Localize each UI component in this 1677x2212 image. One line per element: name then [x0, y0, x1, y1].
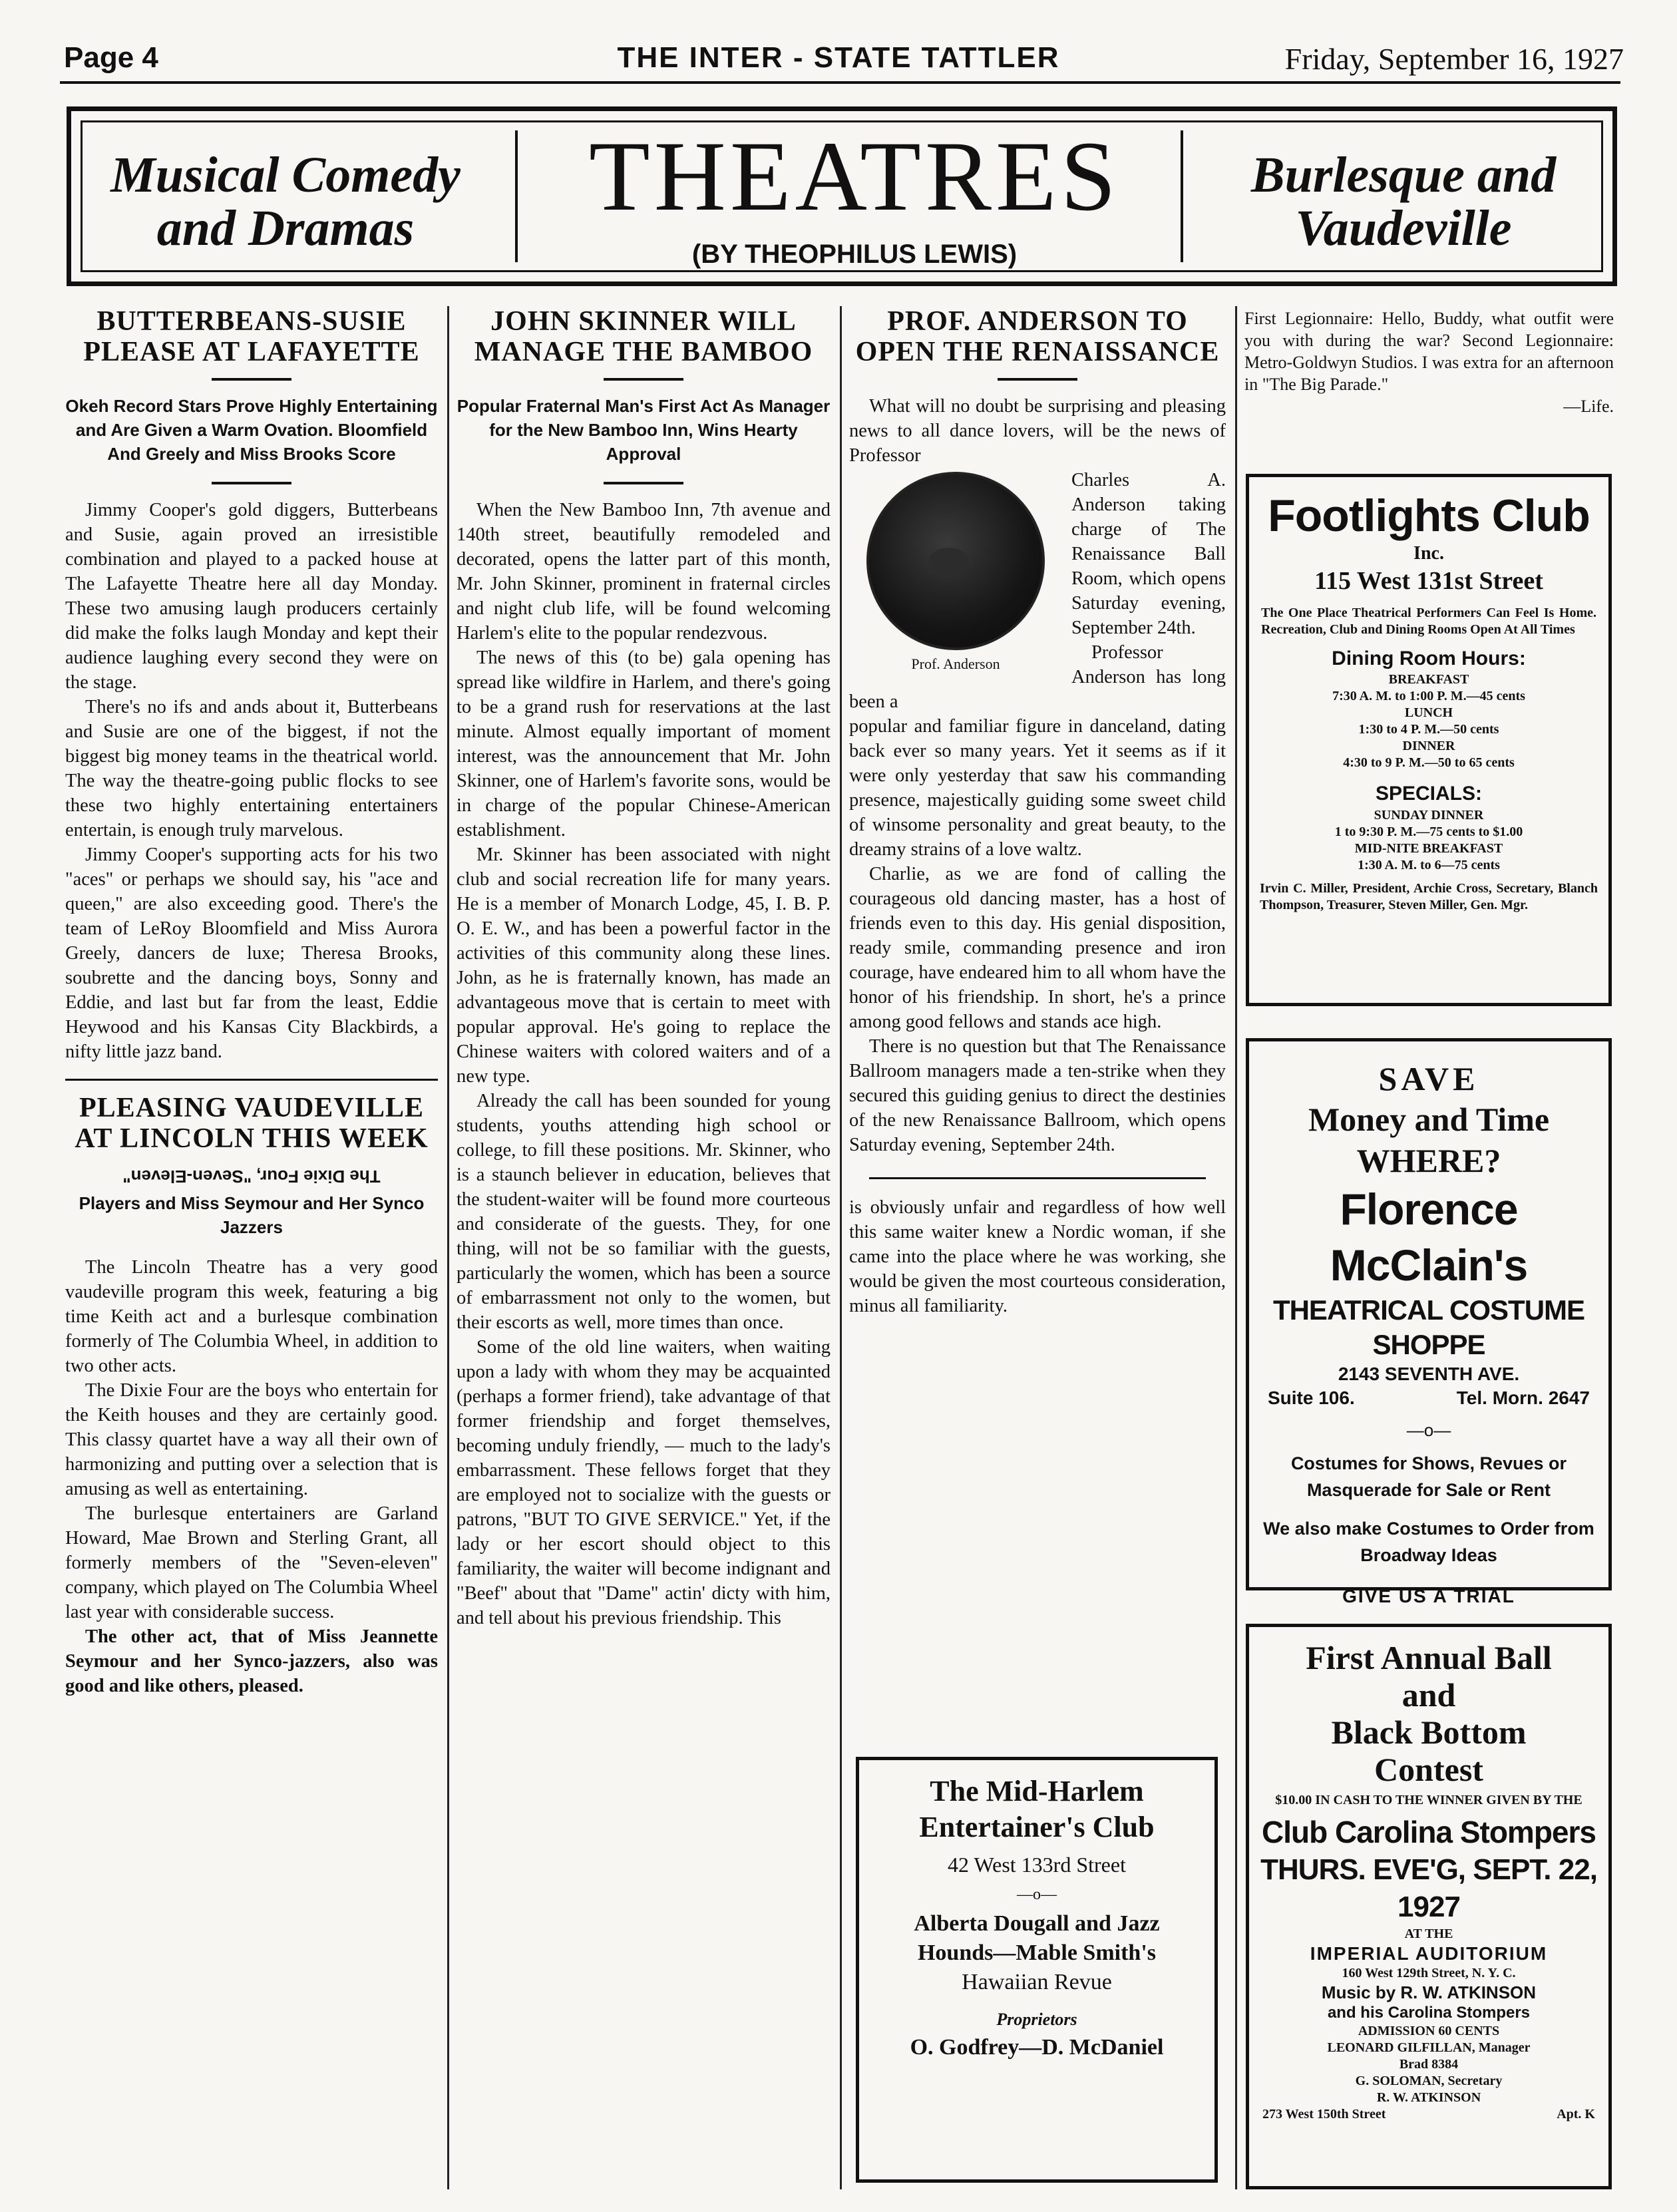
- article-deck: Okeh Record Stars Prove Highly Entertaining and Are Given a Warm Ovation. Bloomfield And Greely and Miss Brooks Score: [65, 396, 438, 464]
- ad-special-label: SUNDAY DINNER: [1374, 808, 1484, 823]
- ad-title: Entertainer's Club: [919, 1811, 1155, 1843]
- ad-shop-owner: Florence McClain's: [1330, 1185, 1528, 1290]
- ad-meal-time: 4:30 to 9 P. M.—50 to 65 cents: [1343, 755, 1515, 770]
- paper-name: THE INTER - STATE TATTLER: [617, 41, 1060, 74]
- ad-contact-name: R. W. ATKINSON: [1376, 2090, 1481, 2105]
- banner-divider-right: [1181, 130, 1183, 262]
- ad-special-time: 1:30 A. M. to 6—75 cents: [1358, 858, 1500, 872]
- ad-line: Costumes for Shows, Revues or Masquerade for Sale or Rent: [1290, 1453, 1567, 1500]
- article-headline: JOHN SKINNER WILL MANAGE THE BAMBOO: [474, 306, 813, 367]
- theatres-banner: [67, 106, 1617, 286]
- banner-right-title: Burlesque and Vaudeville: [1250, 147, 1557, 256]
- ad-title: Contest: [1374, 1751, 1483, 1788]
- florence-mcclain-ad: [1246, 1038, 1612, 1606]
- ad-address: 115 West 131st Street: [1314, 567, 1543, 595]
- portrait-face: [929, 548, 969, 574]
- column-4: [1244, 307, 1614, 417]
- article-headline: BUTTERBEANS-SUSIE PLEASE AT LAFAYETTE: [83, 306, 420, 367]
- ad-secretary: G. SOLOMAN, Secretary: [1355, 2074, 1503, 2088]
- ad-money-time: Money and Time: [1308, 1101, 1550, 1138]
- ad-special-time: 1 to 9:30 P. M.—75 cents to $1.00: [1334, 825, 1523, 839]
- headline-rule: [604, 378, 683, 381]
- ad-specials-title: SPECIALS:: [1375, 783, 1483, 805]
- legionnaire-joke: First Legionnaire: Hello, Buddy, what outfit were you with during the war? Second Legionnaire: Metro-Goldwyn Studios. I was extra for an afternoon in "The Big Parade.": [1244, 309, 1614, 394]
- article-paragraph: The news of this (to be) gala opening has spread like wildfire in Harlem, and there's going to be a grand rush for reservations at the last minute. Almost equally important of moment interest, was the announcement that Mr. John Skinner, one of Harlem's favorite sons, would be in charge of the popular Chinese-American establishment.: [457, 647, 831, 840]
- ad-title: The Mid-Harlem: [930, 1775, 1144, 1807]
- article-paragraph: The burlesque entertainers are Garland Howard, Mae Brown and Sterling Grant, all formerly members of the "Seven-eleven" company, which played on The Columbia Wheel last year with considerable success.: [65, 1503, 438, 1622]
- issue-date: Friday, September 16, 1927: [1284, 42, 1624, 76]
- article-paragraph: The Lincoln Theatre has a very good vaudeville program this week, featuring a big time Keith act and a burlesque combination formerly of The Columbia Wheel, in addition to two other acts.: [65, 1257, 438, 1376]
- ad-band: and his Carolina Stompers: [1327, 2004, 1531, 2022]
- ad-club-name: Club Carolina Stompers: [1262, 1815, 1596, 1849]
- ad-separator: —o—: [1406, 1420, 1451, 1440]
- ad-line: Hounds—Mable Smith's: [917, 1940, 1157, 1965]
- headline-rule: [998, 378, 1077, 381]
- masthead-rule: [60, 81, 1620, 84]
- ad-venue-address: 160 West 129th Street, N. Y. C.: [1342, 1966, 1516, 1980]
- portrait-figure: [849, 468, 1062, 673]
- deck-rule: [604, 482, 683, 484]
- banner-left-title: Musical Comedy and Dramas: [110, 147, 461, 256]
- ad-proprietors-label: Proprietors: [996, 2010, 1077, 2029]
- ad-officers: Irvin C. Miller, President, Archie Cross, Secretary, Blanch Thompson, Treasurer, Steven Miller, Gen. Mgr.: [1260, 881, 1598, 912]
- ad-phone: Brad 8384: [1399, 2057, 1459, 2072]
- ad-meal-time: 7:30 A. M. to 1:00 P. M.—45 cents: [1332, 689, 1525, 703]
- ad-suite: Suite 106.: [1268, 1387, 1355, 1408]
- continuation-rule: [869, 1177, 1206, 1179]
- continued-paragraph: is obviously unfair and regardless of how well this same waiter knew a Nordic woman, if she came into the place where he was working, she would be given the most courteous consideration, minus all familiarity.: [849, 1197, 1226, 1316]
- article-paragraph: Already the call has been sounded for young students, youths attending high school or college, to fill these positions. Mr. Skinner, who is a staunch believer in education, believes that the student-waiter will be found more courteous and considerate of the guests. They, for one thing, will not be so familiar with the guests, particularly the women, which has been a source of embarrassment not only to the women, but their escorts as well, more times than once.: [457, 1091, 831, 1333]
- ad-meal-label: LUNCH: [1404, 705, 1453, 720]
- column-rule-1: [447, 306, 449, 2189]
- ad-manager: LEONARD GILFILLAN, Manager: [1327, 2040, 1531, 2055]
- article-headline-2: PLEASING VAUDEVILLE AT LINCOLN THIS WEEK: [75, 1093, 429, 1154]
- column-rule-3: [1235, 306, 1237, 2189]
- ad-contact-row: [1257, 2106, 1600, 2123]
- headline-rule: [212, 378, 291, 381]
- article-paragraph: Jimmy Cooper's gold diggers, Butterbeans and Susie, again proved an irresistible combination and played to a packed house at The Lafayette Theatre here all day Monday. These two amusing laugh producers certainly did make the folks laugh Monday and kept their audience laughing every second they were on the stage.: [65, 500, 438, 693]
- article-paragraph: Jimmy Cooper's supporting acts for his two "aces" or perhaps we should say, his "ace and queen," are also exceeding good. There's the team of LeRoy Bloomfield and Miss Aurora Greely, dancers de luxe; Theresa Brooks, soubrette and the dancing boys, Sonny and Eddie, and last but far from the least, Eddie Heywood and his Kansas City Blackbirds, a nifty little jazz band.: [65, 844, 438, 1062]
- article-deck-2-inverted: The Dixie Four, "Seven-Eleven": [122, 1167, 381, 1187]
- article-paragraph: The Dixie Four are the boys who entertain for the Keith houses and they are certainly good. This classy quartet have a way all their own of harmonizing and putting over a selection that is amusing as well as entertaining.: [65, 1380, 438, 1499]
- ad-tagline: The One Place Theatrical Performers Can Feel Is Home. Recreation, Club and Dining Rooms Open At All Times: [1261, 606, 1596, 637]
- column-2: [457, 306, 831, 1630]
- ad-telephone: Tel. Morn. 2647: [1456, 1387, 1590, 1408]
- footlights-club-ad: [1246, 474, 1612, 1006]
- ad-contact-address: 273 West 150th Street: [1262, 2107, 1386, 2121]
- ad-special-label: MID-NITE BREAKFAST: [1354, 841, 1503, 856]
- photo-caption: Prof. Anderson: [911, 655, 1000, 672]
- ad-venue: IMPERIAL AUDITORIUM: [1310, 1943, 1548, 1964]
- ad-inc: Inc.: [1413, 543, 1444, 564]
- article-paragraph: The other act, that of Miss Jeannette Seymour and her Synco-jazzers, also was good and like others, pleased.: [65, 1626, 438, 1696]
- article-paragraph: Professor Anderson has long been a: [849, 642, 1226, 712]
- ad-address: 2143 SEVENTH AVE.: [1338, 1364, 1520, 1384]
- banner-divider-left: [515, 130, 518, 262]
- article-headline: PROF. ANDERSON TO OPEN THE RENAISSANCE: [855, 306, 1220, 367]
- ad-title: Black Bottom: [1331, 1714, 1527, 1751]
- banner-title: THEATRES: [589, 121, 1120, 232]
- ad-apartment: Apt. K: [1557, 2107, 1595, 2121]
- ad-music: Music by R. W. ATKINSON: [1321, 1982, 1537, 2002]
- column-3: [849, 306, 1226, 1318]
- ad-admission: ADMISSION 60 CENTS: [1358, 2024, 1500, 2038]
- black-bottom-ball-ad: [1246, 1624, 1612, 2189]
- deck-rule: [212, 482, 291, 484]
- banner-byline: (BY THEOPHILUS LEWIS): [691, 240, 1018, 269]
- ad-line: We also make Costumes to Order from Broadway Ideas: [1263, 1519, 1594, 1565]
- ad-meal-label: DINNER: [1402, 739, 1455, 753]
- ad-meal-label: BREAKFAST: [1388, 672, 1469, 687]
- column-1: [65, 306, 438, 1698]
- ad-call-to-action: GIVE US A TRIAL: [1342, 1586, 1515, 1606]
- article-paragraph: There's no ifs and ands about it, Butterbeans and Susie are one of the biggest, if not the biggest big money teams in the theatrical world. The way the theatre-going public flocks to see these two highly entertaining entertainers entertain, is enough truly marvelous.: [65, 697, 438, 840]
- ad-title: and: [1401, 1676, 1456, 1714]
- ad-where: WHERE?: [1356, 1142, 1501, 1179]
- article-paragraph: Mr. Skinner has been associated with night club and social recreation life for many years. He is a member of Monarch Lodge, 45, I. B. P. O. E. W., and has been a powerful factor in the activities of this community along these lines. John, as he is fraternally known, has made an advantageous move that is certain to meet with popular approval. He's going to replace the Chinese waiters with colored waiters and of a new type.: [457, 844, 831, 1087]
- portrait-photo: [866, 472, 1045, 650]
- ad-contact-row: [1260, 1386, 1598, 1410]
- ad-address: 42 West 133rd Street: [948, 1853, 1126, 1877]
- joke-source: —Life.: [1563, 397, 1614, 416]
- ad-line: Alberta Dougall and Jazz: [914, 1911, 1160, 1936]
- article-paragraph: There is no question but that The Renaissance Ballroom managers made a ten-strike when they secured this guiding genius to direct the destinies of the new Renaissance Ballroom, which opens Saturday evening, September 24th.: [849, 1036, 1226, 1155]
- article-paragraph: Some of the old line waiters, when waiting upon a lady with whom they may be acquainted (perhaps a former friend), take advantage of that former friendship and forget themselves, becoming unduly friendly, — much to the lady's embarrassment. These fellows forget that they are employed not to socialize with the guests or patrons, "BUT TO GIVE SERVICE." Yet, if the lady or her escort should object to this familiarity, the waiter will become indignant and "Beef" about that "Dame" actin' dicty with him, and tell about his previous friendship. This: [457, 1337, 831, 1628]
- ad-title: First Annual Ball: [1306, 1639, 1552, 1676]
- mid-harlem-club-ad: [856, 1757, 1218, 2183]
- ad-save: SAVE: [1378, 1060, 1479, 1097]
- ad-title: Footlights Club: [1268, 490, 1590, 541]
- ad-line: Hawaiian Revue: [962, 1970, 1112, 1994]
- ad-separator: —o—: [1017, 1886, 1057, 1903]
- article-deck: Popular Fraternal Man's First Act As Manager for the New Bamboo Inn, Wins Hearty Approval: [457, 396, 831, 464]
- article-separator: [65, 1079, 438, 1081]
- article-paragraph: popular and familiar figure in danceland, dating back ever so many years. Yet it seems as if it were only yesterday that saw his commanding presence, majestically guiding some sweet child of winsome personality and great beauty, to the dreamy strains of a love waltz.: [849, 716, 1226, 860]
- ad-proprietors: O. Godfrey—D. McDaniel: [910, 2035, 1164, 2060]
- ad-event-date: THURS. EVE'G, SEPT. 22, 1927: [1260, 1853, 1597, 1923]
- article-paragraph: Charles A. Anderson taking charge of The Renaissance Ball Room, which opens Saturday evening, September 24th.: [1071, 470, 1226, 638]
- article-paragraph: Charlie, as we are fond of calling the courageous old dancing master, has a host of friends even to this day. His genial disposition, ready smile, commanding presence and iron courage, have endeared him to all whom have the honor of his friendship. In short, he's a prince among good fellows and stands ace high.: [849, 864, 1226, 1032]
- article-lead: What will no doubt be surprising and pleasing news to all dance lovers, will be the news of Professor: [849, 396, 1226, 466]
- ad-hours-title: Dining Room Hours:: [1332, 647, 1526, 669]
- article-paragraph: When the New Bamboo Inn, 7th avenue and 140th street, beautifully remodeled and decorated, opens the latter part of this month, Mr. John Skinner, prominent in fraternal circles and night club life, will be found welcoming Harlem's elite to the popular rendezvous.: [457, 500, 831, 644]
- page-number: Page 4: [64, 41, 158, 74]
- ad-shop-name: THEATRICAL COSTUME SHOPPE: [1272, 1294, 1585, 1360]
- ad-prize: $10.00 IN CASH TO THE WINNER GIVEN BY THE: [1275, 1793, 1583, 1807]
- ad-at: AT THE: [1404, 1927, 1453, 1941]
- ad-meal-time: 1:30 to 4 P. M.—50 cents: [1358, 722, 1499, 737]
- column-rule-2: [840, 306, 842, 2189]
- banner-inner-border: [81, 120, 1603, 272]
- article-deck-2: Players and Miss Seymour and Her Synco Jazzers: [79, 1193, 425, 1237]
